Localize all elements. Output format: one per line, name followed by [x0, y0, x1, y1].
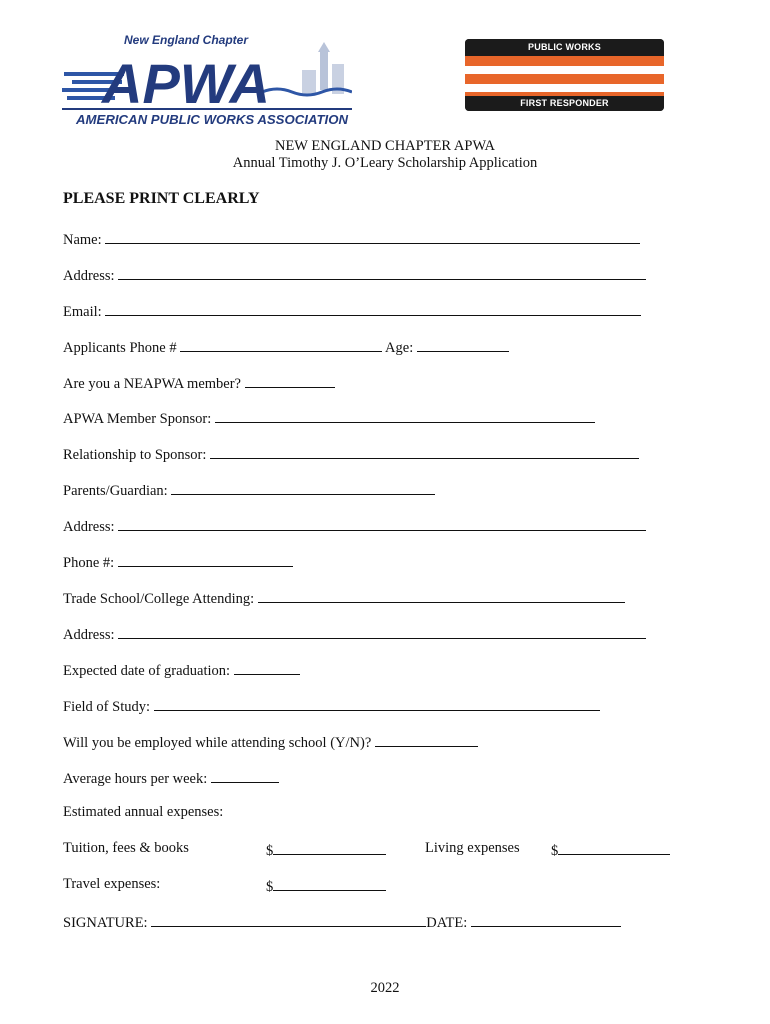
- tuition-label: Tuition, fees & books: [63, 840, 189, 856]
- badge-stripe: [465, 56, 664, 66]
- living-label: Living expenses: [425, 840, 520, 856]
- member-field[interactable]: [63, 373, 335, 393]
- member-label: Are you a NEAPWA member?: [63, 376, 241, 392]
- apwa-logo-text: APWA: [102, 52, 270, 115]
- parents-field[interactable]: [63, 480, 435, 500]
- school-address-line[interactable]: [118, 624, 646, 639]
- relationship-label: Relationship to Sponsor:: [63, 447, 207, 463]
- date-label: DATE:: [426, 915, 468, 931]
- badge-stripe: [465, 84, 664, 92]
- email-field[interactable]: [63, 301, 641, 321]
- parents-label: Parents/Guardian:: [63, 483, 168, 499]
- employed-label: Will you be employed while attending school (Y/N)?: [63, 735, 372, 751]
- tuition-field[interactable]: [266, 840, 386, 860]
- print-instruction: PLEASE PRINT CLEARLY: [63, 190, 260, 207]
- graduation-label: Expected date of graduation:: [63, 663, 231, 679]
- tuition-line[interactable]: [273, 840, 386, 855]
- sponsor-label: APWA Member Sponsor:: [63, 411, 212, 427]
- relationship-line[interactable]: [210, 444, 639, 459]
- parent-address-field[interactable]: [63, 516, 646, 536]
- graduation-line[interactable]: [234, 660, 300, 675]
- sponsor-field[interactable]: [63, 408, 595, 428]
- sponsor-line[interactable]: [215, 408, 595, 423]
- tuition-dollar-sign: $: [266, 843, 274, 859]
- applicant-phone-label: Applicants Phone #: [63, 340, 177, 356]
- field-of-study-line[interactable]: [154, 696, 600, 711]
- hours-field[interactable]: [63, 768, 279, 788]
- applicant-phone-field[interactable]: [63, 337, 509, 357]
- parents-line[interactable]: [171, 480, 435, 495]
- school-line[interactable]: [258, 588, 625, 603]
- chapter-logo-text: New England Chapter: [124, 33, 249, 47]
- address-label: Address:: [63, 268, 115, 284]
- badge-top-label: PUBLIC WORKS: [465, 39, 664, 56]
- email-label: Email:: [63, 304, 102, 320]
- school-address-label: Address:: [63, 627, 115, 643]
- field-of-study-label: Field of Study:: [63, 699, 151, 715]
- phone-line[interactable]: [118, 552, 293, 567]
- parent-address-label: Address:: [63, 519, 115, 535]
- phone-field[interactable]: [63, 552, 293, 572]
- org-logo-text: AMERICAN PUBLIC WORKS ASSOCIATION: [74, 113, 350, 127]
- address-line[interactable]: [118, 265, 646, 280]
- date-line[interactable]: [471, 912, 621, 927]
- phone-label: Phone #:: [63, 555, 115, 571]
- applicant-phone-line[interactable]: [180, 337, 382, 352]
- living-dollar-sign: $: [551, 843, 559, 859]
- badge-stripe: [465, 66, 664, 74]
- signature-label: SIGNATURE:: [63, 915, 148, 931]
- member-line[interactable]: [245, 373, 335, 388]
- age-label: Age:: [385, 340, 414, 356]
- living-line[interactable]: [558, 840, 670, 855]
- hours-line[interactable]: [211, 768, 279, 783]
- badge-stripe: [465, 74, 664, 84]
- chapter-title: NEW ENGLAND CHAPTER APWA: [274, 138, 496, 154]
- graduation-field[interactable]: [63, 660, 300, 680]
- badge-bottom-label: FIRST RESPONDER: [465, 96, 664, 111]
- name-line[interactable]: [105, 229, 640, 244]
- school-label: Trade School/College Attending:: [63, 591, 255, 607]
- relationship-field[interactable]: [63, 444, 639, 464]
- travel-dollar-sign: $: [266, 879, 274, 895]
- name-field[interactable]: [63, 229, 640, 249]
- hours-label: Average hours per week:: [63, 771, 208, 787]
- field-of-study-field[interactable]: [63, 696, 600, 716]
- travel-field[interactable]: [266, 876, 386, 896]
- apwa-logo: [62, 30, 352, 130]
- employed-line[interactable]: [375, 732, 478, 747]
- travel-line[interactable]: [273, 876, 386, 891]
- address-field[interactable]: [63, 265, 646, 285]
- travel-label: Travel expenses:: [63, 876, 161, 892]
- parent-address-line[interactable]: [118, 516, 646, 531]
- first-responder-badge: [465, 39, 664, 111]
- signature-line[interactable]: [151, 912, 426, 927]
- employed-field[interactable]: [63, 732, 478, 752]
- living-field[interactable]: [551, 840, 670, 860]
- expenses-heading: Estimated annual expenses:: [63, 804, 224, 820]
- email-line[interactable]: [105, 301, 641, 316]
- age-line[interactable]: [417, 337, 509, 352]
- signature-field[interactable]: [63, 912, 621, 932]
- name-label: Name:: [63, 232, 102, 248]
- school-field[interactable]: [63, 588, 625, 608]
- form-year: 2022: [370, 980, 400, 996]
- apwa-logo-graphic: [62, 30, 352, 130]
- application-title: Annual Timothy J. O’Leary Scholarship Application: [232, 155, 538, 171]
- school-address-field[interactable]: [63, 624, 646, 644]
